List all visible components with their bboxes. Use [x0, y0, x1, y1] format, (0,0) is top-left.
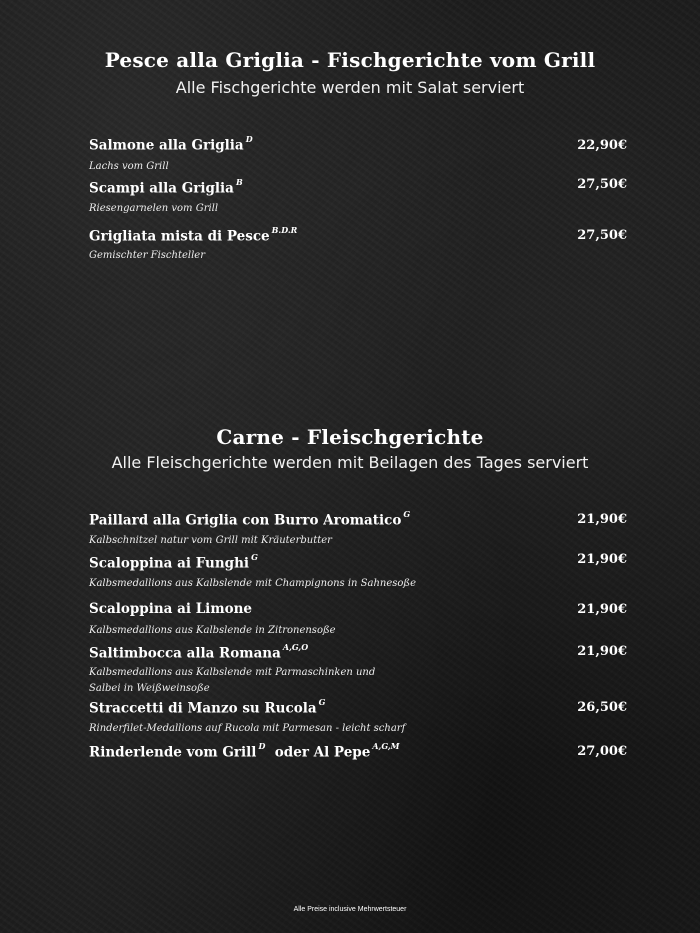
menu-item-price: 27,50€ [577, 177, 627, 192]
menu-item-price: 22,90€ [577, 138, 627, 153]
menu-item-price: 21,90€ [577, 552, 627, 567]
menu-item-description: Kalbschnitzel natur vom Grill mit Kräuterbutter [89, 535, 332, 546]
meat-section-title: Carne - Fleischgerichte [216, 425, 484, 449]
menu-item-price: 21,90€ [577, 602, 627, 617]
menu-item-description: Kalbsmedallions aus Kalbslende mit Champignons in Sahnesoße [89, 578, 417, 589]
menu-item-name: Paillard alla Griglia con Burro Aromatico $^G$ [89, 509, 411, 529]
fish-section-subtitle: Alle Fischgerichte werden mit Salat serviert [175, 78, 525, 97]
menu-item-description: Gemischter Fischteller [89, 250, 205, 261]
menu-item-name: Straccetti di Manzo su Rucola $^G$ [89, 697, 326, 717]
allergen-codes: D [245, 134, 253, 144]
menu-item-price: 21,90€ [577, 644, 627, 659]
allergen-codes: G [318, 697, 326, 707]
menu-item-name: Grigliata mista di Pesce $^{B.D.R}$ [89, 225, 298, 245]
allergen-codes: A,G,M [372, 741, 400, 751]
menu-item-name: Scaloppina ai Funghi $^G$ [89, 552, 258, 572]
fish-section-title: Pesce alla Griglia - Fischgerichte vom Grill [104, 48, 596, 72]
allergen-codes: D [258, 741, 266, 751]
allergen-codes: G [403, 509, 411, 519]
menu-item-price: 27,00€ [577, 744, 627, 759]
footer-vat-note: Alle Preise inclusive Mehrwertsteuer [293, 906, 407, 913]
menu-item-description: Kalbsmedallions aus Kalbslende mit Parmaschinken und [89, 667, 376, 678]
menu-item-description: Rinderfilet-Medallions auf Rucola mit Parmesan - leicht scharf [89, 723, 406, 734]
allergen-codes: B [235, 177, 243, 187]
menu-item-description: Riesengarnelen vom Grill [89, 203, 219, 214]
allergen-codes: B.D.R [271, 225, 298, 235]
menu-item-price: 26,50€ [577, 700, 627, 715]
menu-item-description: Salbei in Weißweinsoße [89, 683, 210, 694]
menu-item-name: Scampi alla Griglia $^B$ [89, 177, 243, 197]
menu-item-name: Salmone alla Griglia $^D$ [89, 134, 253, 154]
allergen-codes: G [251, 552, 258, 562]
menu-item-name: Rinderlende vom Grill $^D$ oder Al Pepe $^{A,G,M}$ [89, 741, 400, 761]
menu-item-name: Scaloppina ai Limone [89, 601, 253, 617]
menu-item-description: Kalbsmedallions aus Kalbslende in Zitronensoße [89, 625, 336, 636]
menu-item-price: 27,50€ [577, 228, 627, 243]
menu-item-name: Saltimbocca alla Romana $^{A,G,O}$ [89, 642, 309, 662]
menu-item-price: 21,90€ [577, 512, 627, 527]
menu-item-description: Lachs vom Grill [89, 161, 169, 172]
allergen-codes: A,G,O [282, 642, 309, 652]
meat-section-subtitle: Alle Fleischgerichte werden mit Beilagen des Tages serviert [111, 453, 589, 472]
